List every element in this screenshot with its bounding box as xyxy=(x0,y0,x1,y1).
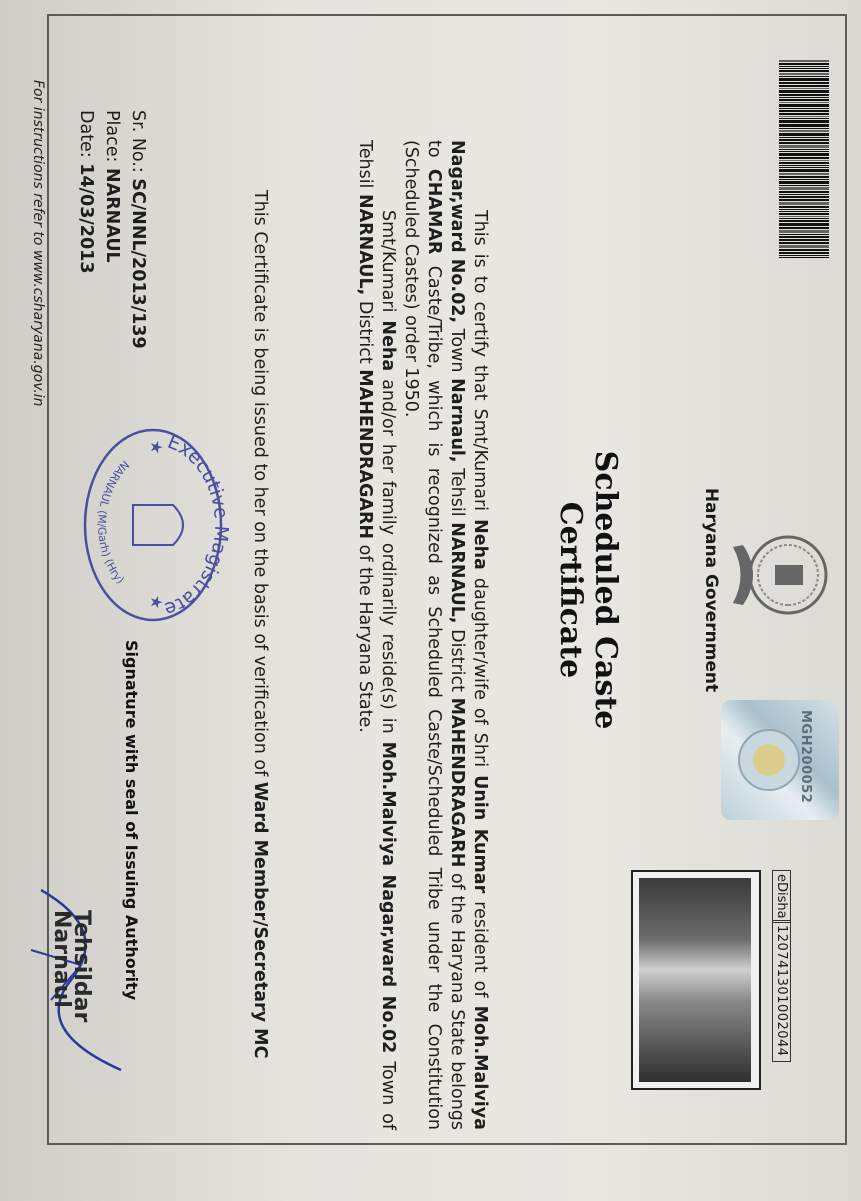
barcode-bar xyxy=(779,139,829,141)
barcode-bar xyxy=(779,242,829,244)
barcode-bar xyxy=(779,209,829,210)
barcode-bar xyxy=(779,194,829,195)
barcode-bar xyxy=(779,104,829,107)
svg-text:★: ★ xyxy=(147,440,166,455)
seal-top-text: Executive Magistrate xyxy=(161,430,233,621)
executive-magistrate-seal xyxy=(83,420,233,630)
barcode-bar xyxy=(779,236,829,238)
barcode-bar xyxy=(779,110,829,112)
barcode-bar xyxy=(779,181,829,184)
barcode-bar xyxy=(779,160,829,161)
certificate-body xyxy=(353,140,491,1130)
barcode-bar xyxy=(779,239,829,241)
barcode-bar xyxy=(779,133,829,136)
barcode-bar xyxy=(779,88,829,89)
hologram-number: MGH200052 xyxy=(798,710,813,804)
barcode-bar xyxy=(779,162,829,164)
barcode-bar xyxy=(779,63,829,65)
barcode-bar xyxy=(779,68,829,69)
issue-statement: This Certificate is being issued to her on the basis of verification of Ward Member/Secretary MC xyxy=(250,190,270,1059)
barcode-bar xyxy=(779,99,829,101)
barcode-bar xyxy=(779,199,829,201)
barcode-bar xyxy=(779,78,829,81)
barcode-bar xyxy=(779,230,829,233)
barcode-bar xyxy=(779,211,829,212)
barcode-bar xyxy=(779,128,829,129)
photo-image xyxy=(639,878,751,1082)
barcode-bar xyxy=(779,90,829,93)
barcode-bar xyxy=(779,82,829,84)
barcode-bar xyxy=(779,223,829,226)
barcode-bar xyxy=(779,108,829,109)
serial-block xyxy=(73,110,151,349)
barcode-bar xyxy=(779,176,829,178)
barcode-bar xyxy=(779,252,829,254)
barcode-bar xyxy=(779,149,829,150)
barcode-bar xyxy=(779,97,829,98)
barcode-bar xyxy=(779,124,829,127)
edisha-number: 1207413010020​44 xyxy=(772,920,791,1062)
barcode-bar xyxy=(779,213,829,215)
barcode-bar xyxy=(779,216,829,217)
applicant-photo xyxy=(631,870,761,1090)
barcode-bar xyxy=(779,102,829,103)
barcode-bar xyxy=(779,60,829,62)
barcode-bar xyxy=(779,227,829,229)
seal-bottom-text: NARNAUL (M/Garh) (Hry) xyxy=(94,457,132,587)
barcode-bar xyxy=(779,113,829,115)
barcode-bar xyxy=(779,120,829,123)
barcode-bar xyxy=(779,187,829,190)
barcode-bar xyxy=(779,118,829,119)
barcode-bar xyxy=(779,76,829,77)
certificate-title: Scheduled Caste Certificate xyxy=(553,450,623,730)
government-title: Haryana Government xyxy=(701,487,721,693)
barcode-bar xyxy=(779,185,829,186)
barcode-bar xyxy=(779,157,829,159)
barcode-bar xyxy=(779,202,829,205)
date: Date: 14/03/2013 xyxy=(76,110,96,274)
tehsildar-title: Tehsildar xyxy=(69,910,94,1023)
barcode-bar xyxy=(779,137,829,138)
paragraph-residence: Smt/Kumari Neha and/or her family ordinarily reside(s) in Moh.Malviya Nagar,ward No.02 Town of Tehsil NARNAUL, District MAHENDRAGARH of the Haryana State. xyxy=(355,140,398,1131)
barcode-bar xyxy=(779,70,829,72)
barcode-bar xyxy=(779,255,829,256)
barcode-bar xyxy=(779,167,829,168)
barcode-bar xyxy=(779,245,829,248)
barcode-bar xyxy=(779,153,829,156)
state-emblem-icon xyxy=(723,525,833,625)
barcode-bar xyxy=(779,196,829,198)
barcode-bar xyxy=(779,249,829,251)
svg-text:★: ★ xyxy=(147,595,166,610)
paragraph-certify: This is to certify that Smt/Kumari Neha daughter/wife of Shri Unin Kumar resident of Moh.Malviya Nagar,ward No.02, Town Narnaul, Tehsil NARNAUL, District MAHENDRAGARH of the Haryana State belongs to CHAMAR Caste/Tribe, which is recognized as Scheduled Caste/Scheduled Tribe under the Constitution (Scheduled Castes) order 1950. xyxy=(401,140,490,1131)
barcode-bar xyxy=(779,94,829,96)
barcode-bar xyxy=(779,191,829,193)
barcode-bar xyxy=(779,234,829,235)
barcode-bar xyxy=(779,169,829,172)
barcode-bar xyxy=(779,151,829,152)
barcode-bar xyxy=(779,142,829,144)
barcode-bar xyxy=(779,165,829,166)
barcode-bar xyxy=(779,218,829,219)
barcode-bar xyxy=(779,173,829,175)
hologram-emblem-icon xyxy=(721,700,839,820)
tehsildar-stamp xyxy=(49,910,94,1023)
place: Place: NARNAUL xyxy=(102,110,122,263)
barcode-bar xyxy=(779,145,829,148)
barcode-bar xyxy=(779,73,829,75)
barcode-bar xyxy=(779,130,829,132)
barcode-bar xyxy=(779,116,829,117)
barcode-bar xyxy=(779,206,829,208)
barcode-bar xyxy=(779,179,829,180)
barcode xyxy=(779,60,829,340)
barcode-bar xyxy=(779,257,829,258)
barcode-bar xyxy=(779,85,829,87)
serial-number: Sr. No.: SC/NNL/2013/139 xyxy=(128,110,148,349)
instructions-footer: For instructions refer to www.csharyana.gov.in xyxy=(30,80,46,407)
signature-label: Signature with seal of Issuing Authority xyxy=(122,640,141,1001)
barcode-bar xyxy=(779,66,829,67)
edisha-label: eDisha xyxy=(772,870,791,923)
barcode-bar xyxy=(779,220,829,222)
tehsildar-place: Narnaul xyxy=(49,910,74,1008)
hologram-sticker xyxy=(721,700,839,820)
